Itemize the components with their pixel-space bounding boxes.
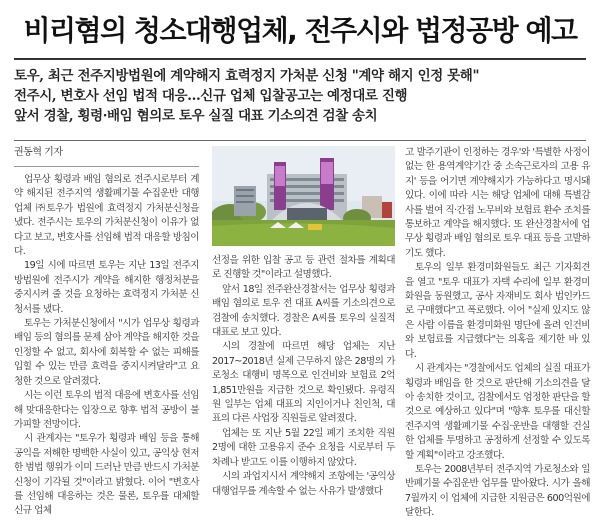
paragraph: 앞서 18일 전주완산경찰서는 업무상 횡령과 배임 혐의로 토우 전 대표 A씨를 기소의견으로 검찰에 송치했다. 경찰은 A씨를 토우의 실질적 대표로 보고 있다.: [212, 283, 395, 339]
subhead-rule: [14, 140, 586, 141]
byline: 권동혁 기자: [14, 147, 63, 158]
paragraph: 업체는 또 지난 5월 22일 폐기 조치한 직원 2명에 대한 고용유지 준수 요청을 시로부터 두차례나 받고도 이를 이행하지 않았다.: [212, 427, 395, 468]
subhead-2: 전주시, 변호사 선임 법적 대응…신규 업체 입찰공고는 예정대로 진행: [14, 88, 408, 104]
paragraph: 토우는 가처분신청에서 "시가 업무상 횡령과 배임 등의 혐의를 문제 삼아 계약을 해지한 것을 인정할 수 없고, 회사에 회복할 수 없는 피해를 입힐 수 있는 만큼 효력을 중지시켜달라"고 요청한 것으로 알려졌다.: [14, 318, 199, 387]
city-hall-illustration: [212, 146, 395, 246]
paragraph: 시 관계자는 "경찰에서도 업체의 실질 대표가 횡령과 배임을 한 것으로 판단해 기소의견을 달아 송치한 것이고, 검찰에서도 엄정한 판단을 할 것으로 예상하고 있다"며 "향후 토우를 대신할 전주지역 생활폐기물 수집·운반을 대행할 건실한 업체를 투명하고 공정하게 선정할 수 있도록 할 계획"이라고 강조했다.: [405, 363, 590, 461]
article-column-1: [14, 146, 199, 519]
article-column-3: [405, 146, 590, 521]
paragraph: 업무상 횡령과 배임 혐의로 전주시로부터 계약 해지된 전주지역 생활폐기물 수집운반 대행업체 ㈜토우가 법원에 효력정지 가처분신청을 냈다. 전주시는 토우의 가처분신청이 이유가 없다고 보고, 변호사를 선임해 법적 대응할 방침이다.: [14, 174, 199, 258]
subheads: [14, 66, 594, 126]
paragraph: 토우는 2008년부터 전주지역 가로청소와 일반폐기물 수집운반 업무를 맡아왔다. 시가 올해 7월까지 이 업체에 지급한 지원금은 600억원에 달한다.: [405, 463, 590, 519]
headline-rule: [14, 58, 586, 60]
paragraph: 19일 시에 따르면 토우는 지난 13일 전주지방법원에 전주시가 계약을 해지한 행정처분을 중지시켜 줄 것을 요청하는 효력정지 가처분 신청서를 냈다.: [14, 260, 199, 315]
paragraph: 선정을 위한 입찰 공고 등 관련 절차를 계획대로 진행할 것"이라고 설명했다.: [212, 255, 395, 281]
subhead-1: 토우, 최근 전주지방법원에 계약해지 효력정지 가처분 신청 "계약 해지 인정 못해": [14, 68, 480, 84]
headline: 비리혐의 청소대행업체, 전주시와 법정공방 예고: [23, 14, 577, 47]
paragraph: 시의 경찰에 따르면 해당 업체는 지난 2017~2018년 실제 근무하지 않은 28명의 가로청소 대행비 명목으로 인건비와 보험료 2억 1,851만원을 지급한 것으로 확인됐다. 유령직원 일부는 업체 대표의 지인이거나 친인척, 대표의 다른 사업장 직원들로 알려졌다.: [212, 341, 395, 425]
paragraph: 시 관계자는 "토우가 횡령과 배임 등을 통해 공익을 저해한 명백한 사실이 있고, 공익상 현저한 범법 행위가 이미 드러난 만큼 반드시 가처분 신청이 기각될 것"이라고 밝혔다. 이어 "변호사를 선임해 대응하는 것은 물론, 토우를 대체할 신규 업체: [14, 433, 199, 517]
paragraph: 시의 과업지시서 계약해지 조항에는 '공익상 대행업무를 계속할 수 없는 사유가 발생했다: [212, 471, 395, 497]
paragraph: 토우의 일부 환경미화원들도 최근 기자회견을 열고 "토우 대표가 자택 수리에 일부 환경미화원을 동원했고, 공사 자재비도 회사 법인카드로 구매했다"고 폭로했다. 이어 "실제 있지도 않은 사람 이름을 환경미화원 명단에 올려 인건비와 보험료를 지급했다"는 의혹을 제기한 바 있다.: [405, 262, 590, 360]
subhead-3: 앞서 경찰, 횡령·배임 혐의로 토우 실질 대표 기소의견 검찰 송치: [14, 108, 378, 124]
paragraph: 시는 이런 토우의 법적 대응에 변호사를 선임해 맞대응한다는 입장으로 향후 법적 공방이 불가피할 전망이다.: [14, 390, 199, 430]
byline-rule: [14, 166, 199, 167]
city-hall-photo: [212, 146, 395, 246]
article-column-2: [212, 254, 395, 499]
paragraph: 고 발주기관이 인정하는 경우'와 '특별한 사정이 없는 한 용역계약기간 중 소속근로자의 고용 유지' 등을 어기면 계약해지가 가능하다고 명시돼 있다. 이에 따라 시는 해당 업체에 대해 특별감사를 벌여 직·간접 노무비와 보험료 환수 조치를 통보하고 계약을 해지했다. 또 완산경찰서에 업무상 횡령과 배임 혐의로 토우 대표 등을 고발하기도 했다.: [405, 147, 590, 259]
